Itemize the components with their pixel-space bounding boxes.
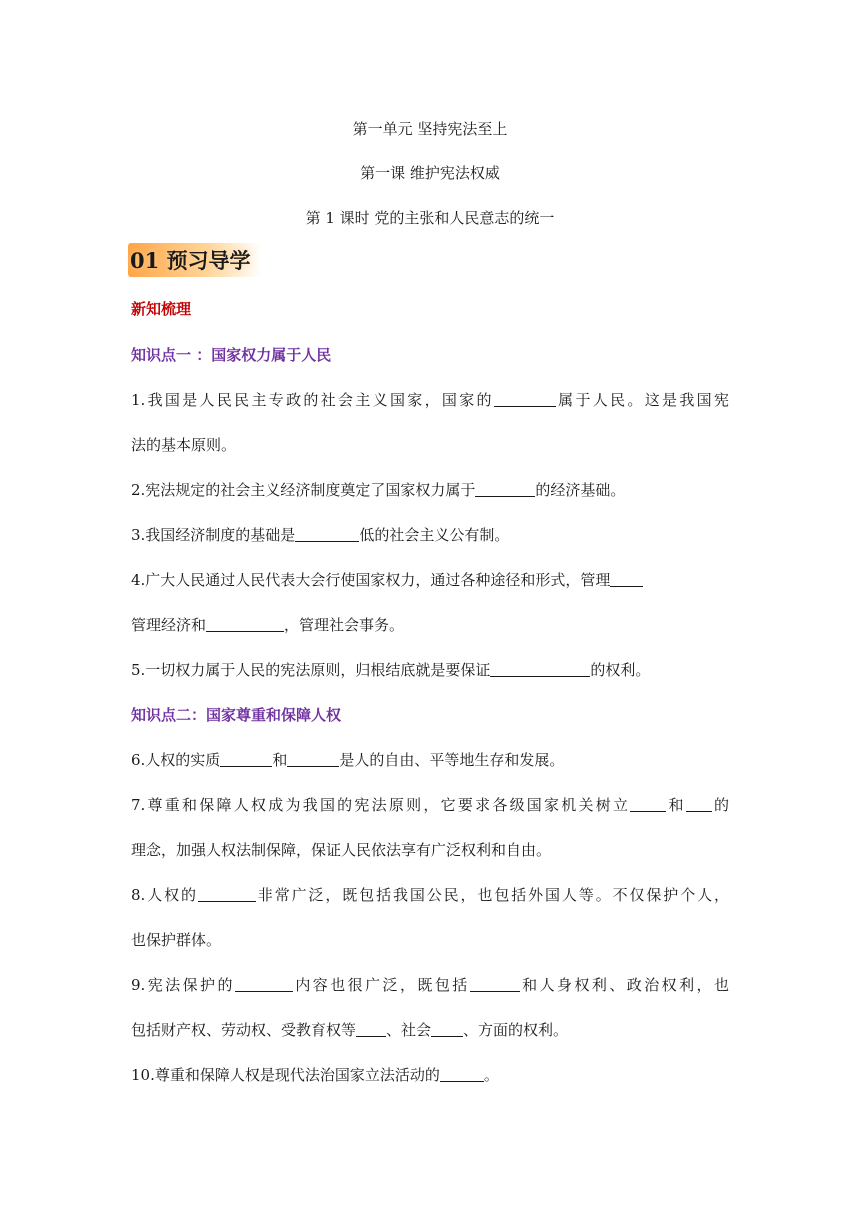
question-3: 3.我国经济制度的基础是 低的社会主义公有制。: [131, 526, 510, 544]
fill-blank[interactable]: [198, 886, 256, 902]
question-5: 5.一切权力属于人民的宪法原则，归根结底就是要保证 的权利。: [131, 661, 651, 679]
question-4-line-1: 4.广大人民通过人民代表大会行使国家权力，通过各种途径和形式，管理: [131, 569, 643, 590]
question-2: 2.宪法规定的社会主义经济制度奠定了国家权力属于 的经济基础。: [131, 481, 626, 499]
question-4-line-2: 管理经济和 ，管理社会事务。: [131, 616, 405, 634]
unit-title: 第一单元 坚持宪法至上: [352, 120, 508, 138]
question-1-line-2: 法的基本原则。: [131, 436, 237, 454]
fill-blank[interactable]: [470, 976, 520, 992]
session-title: 第 1 课时 党的主张和人民意志的统一: [305, 209, 555, 227]
fill-blank[interactable]: [356, 1021, 386, 1037]
question-1-line-1: 1.我国是人民民主专政的社会主义国家，国家的 属于人民。这是我国宪: [131, 391, 729, 409]
fill-blank[interactable]: [431, 1021, 463, 1037]
question-8-line-1: 8.人权的 非常广泛，既包括我国公民，也包括外国人等。不仅保护个人，: [131, 886, 729, 904]
question-9-line-1: 9.宪法保护的 内容也很广泛，既包括 和人身权利、政治权利，也: [131, 976, 729, 994]
question-9-line-2: 包括财产权、劳动权、受教育权等 、社会 、方面的权利。: [131, 1021, 569, 1039]
fill-blank[interactable]: [610, 571, 643, 587]
knowledge-point-1-title: 知识点一 ：国家权力属于人民: [131, 346, 332, 364]
question-7-line-2: 理念，加强人权法制保障，保证人民依法享有广泛权利和自由。: [131, 841, 552, 859]
section-badge: 01 预习导学: [128, 243, 261, 277]
fill-blank[interactable]: [630, 796, 666, 812]
question-10: 10.尊重和保障人权是现代法治国家立法活动的 。: [131, 1066, 499, 1084]
fill-blank[interactable]: [686, 796, 712, 812]
fill-blank[interactable]: [220, 751, 272, 767]
fill-blank[interactable]: [440, 1066, 484, 1082]
fill-blank[interactable]: [206, 616, 284, 632]
fill-blank[interactable]: [494, 391, 556, 407]
new-knowledge-heading: 新知梳理: [131, 300, 192, 318]
fill-blank[interactable]: [287, 751, 339, 767]
question-8-line-2: 也保护群体。: [131, 931, 222, 949]
question-6: 6.人权的实质 和 是人的自由、平等地生存和发展。: [131, 751, 565, 769]
fill-blank[interactable]: [295, 526, 359, 542]
knowledge-point-2-title: 知识点二：国家尊重和保障人权: [131, 706, 342, 724]
fill-blank[interactable]: [235, 976, 293, 992]
lesson-title: 第一课 维护宪法权威: [360, 164, 500, 182]
question-7-line-1: 7.尊重和保障人权成为我国的宪法原则，它要求各级国家机关树立 和 的: [131, 796, 729, 814]
fill-blank[interactable]: [475, 481, 535, 497]
fill-blank[interactable]: [490, 661, 590, 677]
